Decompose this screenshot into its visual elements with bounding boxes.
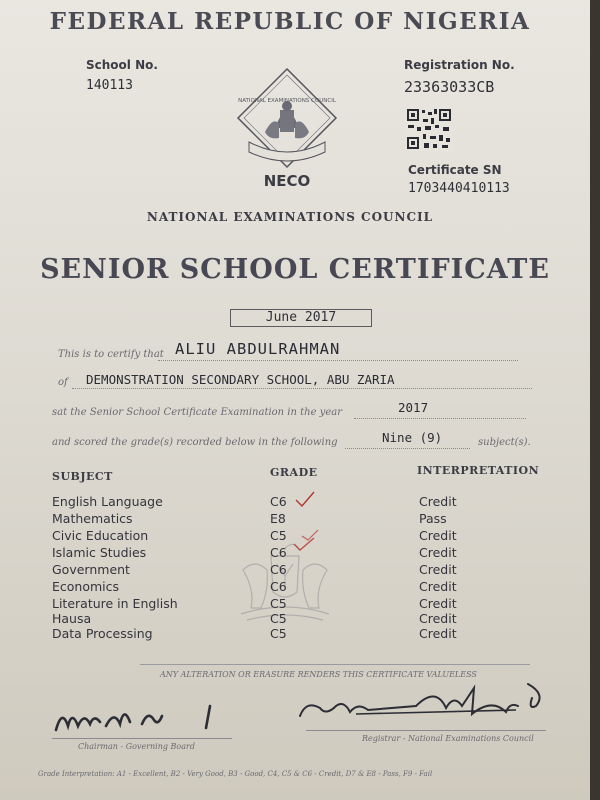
row-interpretation: Credit: [419, 562, 457, 577]
table-row: [52, 562, 492, 578]
row-grade: C6: [270, 494, 287, 509]
row-subject: Economics: [52, 579, 120, 594]
chairman-title: Chairman - Governing Board: [78, 742, 195, 751]
row-subject: Hausa: [52, 611, 92, 626]
school-no-value: 140113: [86, 78, 133, 93]
row-subject: English Language: [52, 494, 163, 509]
row-grade: C6: [270, 545, 287, 560]
verification-tick-marks: [280, 488, 330, 568]
row-subject: Data Processing: [52, 626, 153, 641]
row-subject: Government: [52, 562, 130, 577]
row-grade: C5: [270, 596, 287, 611]
table-row: [52, 511, 492, 527]
subject-header: SUBJECT: [52, 470, 113, 483]
row-interpretation: Credit: [419, 545, 457, 560]
scored-text: and scored the grade(s) recorded below in the following: [52, 437, 338, 448]
registrar-title: Registrar - National Examinations Council: [362, 734, 534, 743]
candidate-name: ALIU ABDULRAHMAN: [175, 340, 341, 358]
subjects-count: Nine (9): [382, 430, 443, 445]
school-no-label: School No.: [86, 58, 158, 72]
row-interpretation: Credit: [419, 579, 457, 594]
row-grade: C5: [270, 611, 287, 626]
interpretation-header: INTERPRETATION: [417, 464, 540, 477]
row-grade: C6: [270, 579, 287, 594]
row-interpretation: Credit: [419, 626, 457, 641]
certificate-sn-label: Certificate SN: [408, 163, 502, 177]
table-row: [52, 626, 492, 642]
row-grade: E8: [270, 511, 286, 526]
row-interpretation: Credit: [419, 528, 457, 543]
certify-text: This is to certify that: [58, 349, 164, 360]
qr-code-icon: [405, 107, 453, 151]
registration-no-value: 23363033CB: [404, 78, 495, 96]
row-interpretation: Credit: [419, 596, 457, 611]
row-subject: Literature in English: [52, 596, 178, 611]
year-text: sat the Senior School Certificate Examination in the year: [52, 407, 342, 418]
row-grade: C6: [270, 562, 287, 577]
table-row: [52, 545, 492, 561]
row-subject: Mathematics: [52, 511, 133, 526]
registration-no-label: Registration No.: [404, 58, 515, 72]
table-row: [52, 494, 492, 510]
exam-year: 2017: [398, 400, 429, 415]
row-subject: Islamic Studies: [52, 545, 147, 560]
table-row: [52, 579, 492, 595]
svg-text:NATIONAL EXAMINATIONS COUNCIL: NATIONAL EXAMINATIONS COUNCIL: [238, 98, 336, 104]
table-row: [52, 596, 492, 612]
subjects-suffix: subject(s).: [478, 437, 531, 448]
chairman-signature: [50, 696, 240, 738]
neco-logo: [235, 66, 339, 196]
alteration-notice: ANY ALTERATION OR ERASURE RENDERS THIS CERTIFICATE VALUELESS: [160, 670, 477, 679]
row-interpretation: Pass: [419, 511, 447, 526]
issuer-title: FEDERAL REPUBLIC OF NIGERIA: [49, 8, 531, 35]
exam-date: June 2017: [230, 309, 372, 327]
school-name: DEMONSTRATION SECONDARY SCHOOL, ABU ZARIA: [86, 372, 395, 387]
at-text: of: [58, 377, 68, 388]
grade-key: Grade Interpretation: A1 - Excellent, B2 - Very Good, B3 - Good, C4, C5 & C6 - Credit, D7 & E8 - Pass, F9 - Fail: [38, 770, 433, 778]
registrar-signature: [296, 676, 556, 734]
row-interpretation: Credit: [419, 611, 457, 626]
row-grade: C5: [270, 626, 287, 641]
row-grade: C5: [270, 528, 287, 543]
grade-header: GRADE: [270, 466, 318, 479]
table-row: [52, 528, 492, 544]
certificate-title: SENIOR SCHOOL CERTIFICATE: [40, 254, 550, 285]
neco-logo-text: NECO: [263, 172, 311, 190]
council-name: NATIONAL EXAMINATIONS COUNCIL: [146, 210, 434, 224]
certificate-sn-value: 1703440410113: [408, 181, 510, 196]
table-row: [52, 611, 492, 627]
row-interpretation: Credit: [419, 494, 457, 509]
background-surface: [590, 0, 600, 800]
row-subject: Civic Education: [52, 528, 149, 543]
